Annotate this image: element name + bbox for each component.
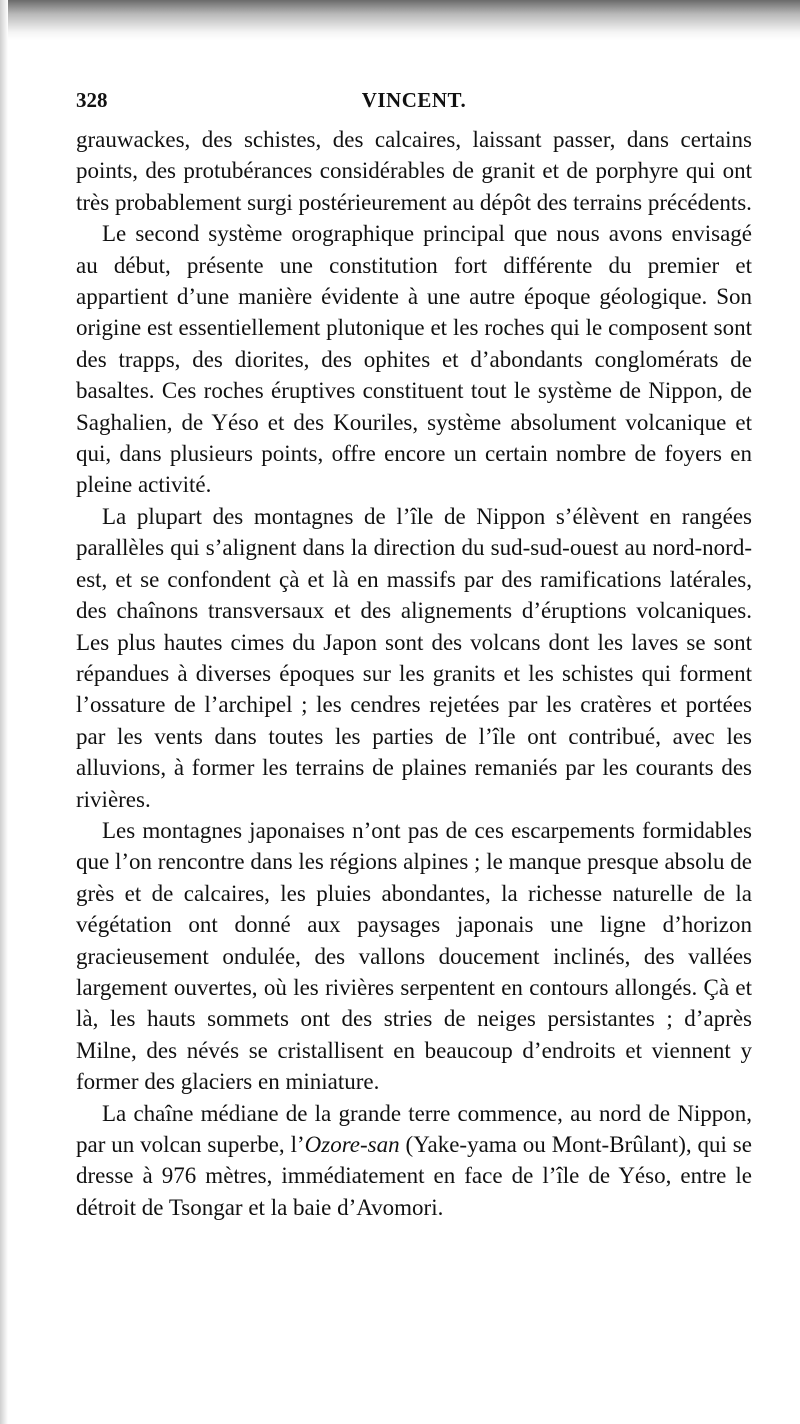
page-number: 328 <box>76 88 108 112</box>
paragraph-5 <box>76 1098 752 1224</box>
paragraph-5-text-before: La chaîne médiane de la grande terre commence, au nord de Nippon, par un volcan superbe, l’ <box>76 1100 752 1157</box>
paragraph-5-text-after: (Yake-yama ou Mont-Brûlant), qui se dresse à 976 mètres, immédiatement en face de l’île de Yéso, entre le détroit de Tsongar et la baie d’Avomori. <box>76 1132 752 1220</box>
paragraph-2: Le second système orographique principal que nous avons envisagé au début, présente une constitution fort différente du premier et appartient d’une manière évidente à une autre époque géologique. Son origine est essentiellement plutonique et les roches qui le composent sont des trapps, des diorites, des ophites et d’abondants conglomérats de basaltes. Ces roches éruptives constituent tout le système de Nippon, de Saghalien, de Yéso et des Kouriles, système absolument volcanique et qui, dans plusieurs points, offre encore un certain nombre de foyers en pleine activité. <box>76 221 752 498</box>
body-text <box>76 124 752 1223</box>
paragraph-1: grauwackes, des schistes, des calcaires, laissant passer, dans certains points, des protubérances considérables de granit et de porphyre qui ont très probablement surgi postérieurement au dépôt des terrains précédents. <box>76 127 752 215</box>
running-title: VINCENT. <box>361 88 467 112</box>
page-top-shadow <box>0 0 800 40</box>
paragraph-3: La plupart des montagnes de l’île de Nippon s’élèvent en rangées parallèles qui s’alignent dans la direction du sud-sud-ouest au nord-nord-est, et se confondent çà et là en massifs par des ramifications latérales, des chaînons transversaux et des alignements d’éruptions volcaniques. Les plus hautes cimes du Japon sont des volcans dont les laves se sont répandues à diverses époques sur les granits et les schistes qui forment l’ossature de l’archipel ; les cendres rejetées par les cratères et portées par les vents dans toutes les parties de l’île ont contribué, avec les alluvions, à former les terrains de plaines remaniés par les courants des rivières. <box>76 503 752 812</box>
volcano-name-italic: Ozore-san <box>304 1132 400 1157</box>
page-left-shade <box>0 0 8 1424</box>
running-header <box>76 88 752 116</box>
paragraph-4: Les montagnes japonaises n’ont pas de ces escarpements formidables que l’on rencontre dans les régions alpines ; le manque presque absolu de grès et de calcaires, les pluies abondantes, la richesse naturelle de la végétation ont donné aux paysages japonais une ligne d’horizon gracieusement ondulée, des vallons doucement inclinés, des vallées largement ouvertes, où les rivières serpentent en contours allongés. Çà et là, les hauts sommets ont des stries de neiges persistantes ; d’après Milne, des névés se cristallisent en beaucoup d’endroits et viennent y former des glaciers en miniature. <box>76 817 752 1095</box>
